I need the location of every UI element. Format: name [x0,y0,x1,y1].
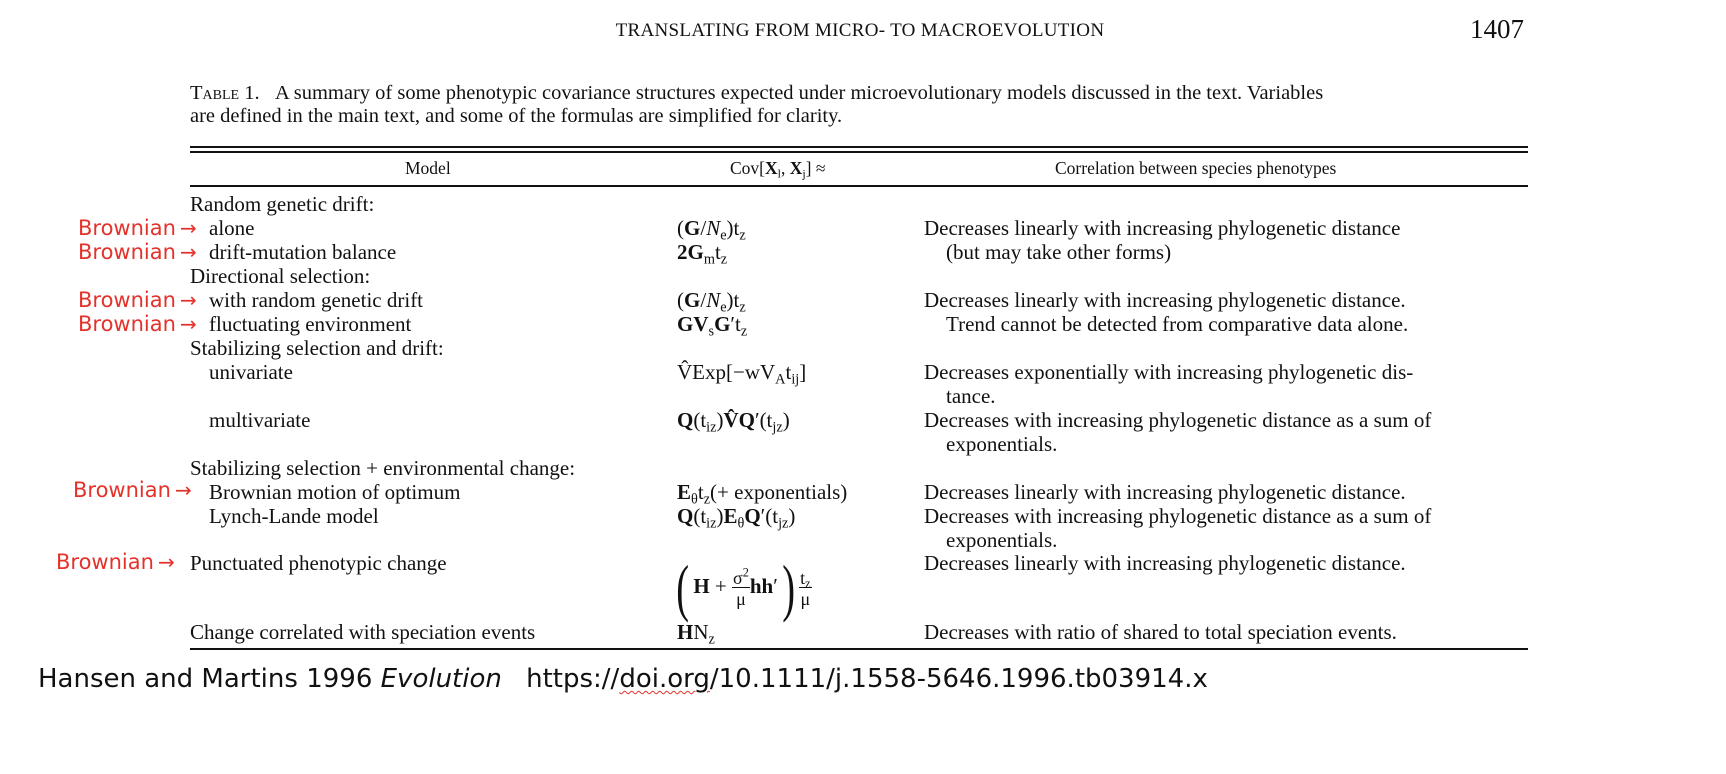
covariance-formula: $E_\theta t_z(+$ exponentials) [677,480,848,508]
doi-link[interactable]: https://doi.org/10.1111/j.1558-5646.1996.tb03914.x [526,664,1208,694]
correlation-text-continued: exponentials. [946,528,1058,552]
brownian-annotation: Brownian → [78,312,197,336]
model-name: univariate [209,360,293,384]
brownian-annotation: Brownian → [78,240,197,264]
arrow-right-icon: → [157,550,175,574]
correlation-text: Decreases with ratio of shared to total speciation events. [924,620,1397,644]
covariance-formula: $Q(t_{iz})V̂Q'(t_{jz})$ [677,408,790,436]
correlation-text: Decreases exponentially with increasing phylogenetic dis- [924,360,1414,384]
covariance-formula: $GV_sG't_z$ [677,312,748,340]
table-caption-line-2: are defined in the main text, and some of the formulas are simplified for clarity. [190,105,843,127]
model-name: Lynch-Lande model [209,504,379,528]
column-header-model: Model [405,158,451,178]
arrow-right-icon: → [179,240,197,264]
covariance-formula-punctuated: ( H + $\frac{\sigma^2}{\mu}$ hh′) $\frac{t_z}{\mu}$ [676,552,811,623]
table-header-rule [190,185,1528,187]
correlation-text: Decreases with increasing phylogenetic distance as a sum of [924,504,1432,528]
column-header-covariance: $Cov[X_l$, $X_j$] ≈ [730,158,826,181]
table-top-rule [190,146,1528,148]
model-name: drift-mutation balance [209,240,397,264]
correlation-text: Decreases linearly with increasing phylogenetic distance. [924,551,1406,575]
covariance-formula: $(G/N_e)t_z$ [677,288,746,316]
correlation-text-continued: exponentials. [946,432,1058,456]
caption-text-1: A summary of some phenotypic covariance structures expected under microevolutionary models discussed in the text. Variables [274,82,1324,104]
group-label-stabilizing-drift: Stabilizing selection and drift: [190,336,444,360]
correlation-text: Decreases linearly with increasing phylogenetic distance [924,216,1401,240]
table-label: Table 1. [190,82,260,104]
correlation-text: Decreases linearly with increasing phylogenetic distance. [924,288,1406,312]
covariance-formula: $HN_z$ [677,620,715,648]
brownian-annotation: Brownian → [78,216,197,240]
covariance-formula: $2G_mt_z$ [677,240,728,268]
correlation-text: Trend cannot be detected from comparative data alone. [946,312,1409,336]
citation [38,664,1208,694]
brownian-annotation: Brownian → [78,288,197,312]
model-name: multivariate [209,408,311,432]
arrow-right-icon: → [174,478,192,502]
model-name: Change correlated with speciation events [190,620,536,644]
group-label-directional-selection: Directional selection: [190,264,371,288]
correlation-text: (but may take other forms) [946,240,1172,264]
covariance-formula: $(G/N_e)t_z$ [677,216,746,244]
citation-authors: Hansen and Martins 1996 [38,664,373,694]
table-caption-line-1 [190,82,1323,105]
correlation-text: Decreases linearly with increasing phylogenetic distance. [924,480,1406,504]
group-label-random-drift: Random genetic drift: [190,192,375,216]
model-name: alone [209,216,255,240]
group-label-stabilizing-environmental: Stabilizing selection + environmental change: [190,456,576,480]
arrow-right-icon: → [179,312,197,336]
page-number: 1407 [1470,14,1524,44]
running-head [0,20,1726,42]
brownian-annotation: Brownian → [56,550,175,574]
model-name: fluctuating environment [209,312,412,336]
model-name: Punctuated phenotypic change [190,551,447,575]
model-name: Brownian motion of optimum [209,480,461,504]
covariance-formula: $Q(t_{iz})E_\theta Q'(t_{jz})$ [677,504,796,532]
covariance-formula: $V̂Exp[-wV_At_{ij}]$ [677,360,807,388]
arrow-right-icon: → [179,216,197,240]
arrow-right-icon: → [179,288,197,312]
correlation-text-continued: tance. [946,384,996,408]
column-header-correlation: Correlation between species phenotypes [1055,158,1337,178]
model-name: with random genetic drift [209,288,424,312]
citation-journal: Evolution [380,664,502,694]
table-bottom-rule [190,648,1528,650]
brownian-annotation: Brownian → [73,478,192,502]
table-top-rule-2 [190,151,1528,153]
running-head-title: TRANSLATING FROM MICRO- TO MACROEVOLUTION [615,20,1105,41]
correlation-text: Decreases with increasing phylogenetic distance as a sum of [924,408,1432,432]
